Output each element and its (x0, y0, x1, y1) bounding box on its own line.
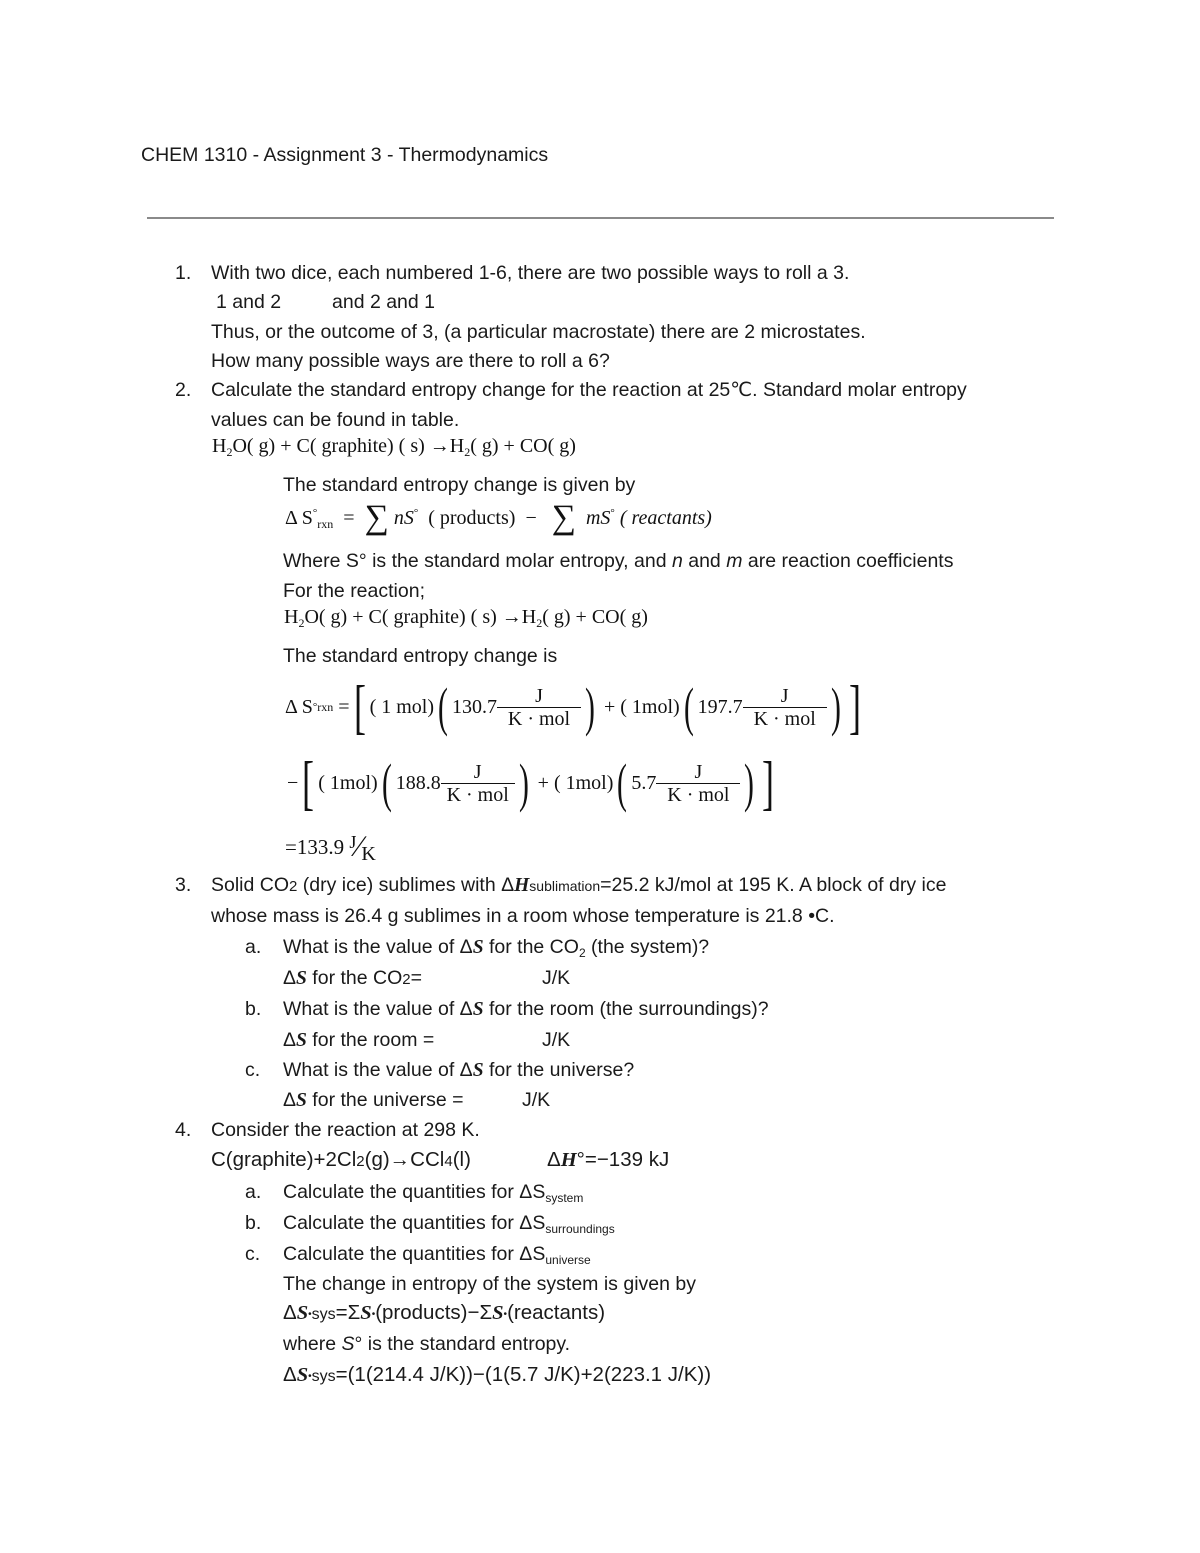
q2-where: Where S° is the standard molar entropy, and n and m are reaction coefficients (283, 550, 954, 572)
q2-calc-line1: Δ S ° rxn = [ ( 1 mol) ( 130.7 $\frac{J}{\text{K · mol}}$ ) + ( 1mol) ( 197.7 $\frac{J}{\text{K · mol}}$ ) ] (285, 674, 861, 740)
q4c-label: c. (245, 1243, 261, 1265)
q2-reaction-equation-2: $H_2O$( g) + C( graphite) ( $s) \to H_2$( g) + CO( g) (284, 606, 648, 630)
q2-for-reaction: For the reaction; (283, 580, 425, 602)
q4-where: where S° is the standard entropy. (283, 1333, 571, 1355)
q3b-answer-line: ΔS for the room = (283, 1029, 435, 1051)
q3-line1: Solid CO2 (dry ice) sublimes with ΔHsublimation=25.2 kJ/mol at 195 K. A block of dry ice (211, 874, 947, 896)
q2-result: =133.9 J∕K (285, 830, 376, 865)
q3a-answer-unit: J/K (542, 967, 571, 989)
q4-change-text: The change in entropy of the system is given by (283, 1273, 696, 1295)
page-title: CHEM 1310 - Assignment 3 - Thermodynamics (141, 144, 549, 166)
q2-number: 2. (175, 379, 192, 401)
q1-line2a: 1 and 2 (216, 291, 282, 313)
q1-line2b: and 2 and 1 (332, 291, 436, 313)
q4a-label: a. (245, 1181, 262, 1203)
q3a-answer-line: ΔS for the CO2= (283, 967, 422, 989)
q3c-answer-line: ΔS for the universe = (283, 1089, 464, 1111)
q4-number: 4. (175, 1119, 192, 1141)
title-divider (147, 217, 1054, 219)
q3-number: 3. (175, 874, 192, 896)
q2-line2: values can be found in table. (211, 409, 460, 431)
q4b-text: Calculate the quantities for $\Delta S_{surroundings}$ (283, 1212, 615, 1236)
q3c-label: c. (245, 1059, 261, 1081)
q3b-answer-unit: J/K (542, 1029, 571, 1051)
q3b-label: b. (245, 998, 262, 1020)
q1-number: 1. (175, 262, 192, 284)
q3-line2: whose mass is 26.4 g sublimes in a room whose temperature is 21.8 •C. (211, 905, 835, 927)
q3a-question: What is the value of ΔS for the $CO_2$ (the system)? (283, 936, 710, 960)
q4-delta-h: ΔH°=−139 kJ (547, 1148, 670, 1171)
q2-entropy-formula: Δ $S^\circ_{rxn}$ = ∑ nS° ( products) − ∑ mS° ( reactants) (285, 499, 712, 536)
q4-formula-1: ΔS•sys=ΣS•(products)−ΣS•(reactants) (283, 1301, 606, 1324)
q2-given-by: The standard entropy change is given by (283, 474, 636, 496)
q3c-answer-unit: J/K (522, 1089, 551, 1111)
q2-change-is: The standard entropy change is (283, 645, 558, 667)
q4a-text: Calculate the quantities for $\Delta S_{system}$ (283, 1181, 584, 1205)
q1-line4: How many possible ways are there to roll a 6? (211, 350, 610, 372)
q1-line3: Thus, or the outcome of 3, (a particular macrostate) there are 2 microstates. (211, 321, 866, 343)
q4-line1: Consider the reaction at 298 K. (211, 1119, 480, 1141)
q3c-question: What is the value of ΔS for the universe? (283, 1059, 635, 1081)
q2-calc-line2: − [ ( 1mol) ( 188.8 $\frac{J}{\text{K · mol}}$ ) + ( 1mol) ( 5.7 $\frac{J}{\text{K · mol}}$ ) ] (287, 750, 775, 816)
q4-formula-2: ΔS•sys=(1(214.4 J/K))−(1(5.7 J/K)+2(223.1 J/K)) (283, 1363, 712, 1386)
q2-line1: Calculate the standard entropy change for the reaction at 25℃. Standard molar entropy (211, 379, 967, 401)
q4c-text: Calculate the quantities for $\Delta S_{universe}$ (283, 1243, 591, 1267)
q3b-question: What is the value of ΔS for the room (the surroundings)? (283, 998, 769, 1020)
q2-reaction-equation-1: $H_2O$( g) + C( graphite) ( $s) \to H_2$( g) + CO( g) (212, 435, 576, 459)
q4b-label: b. (245, 1212, 262, 1234)
q3a-label: a. (245, 936, 262, 958)
q4-reaction: C(graphite)+2Cl2(g)→CCl4(l) (211, 1148, 471, 1171)
q1-line1: With two dice, each numbered 1-6, there are two possible ways to roll a 3. (211, 262, 850, 284)
